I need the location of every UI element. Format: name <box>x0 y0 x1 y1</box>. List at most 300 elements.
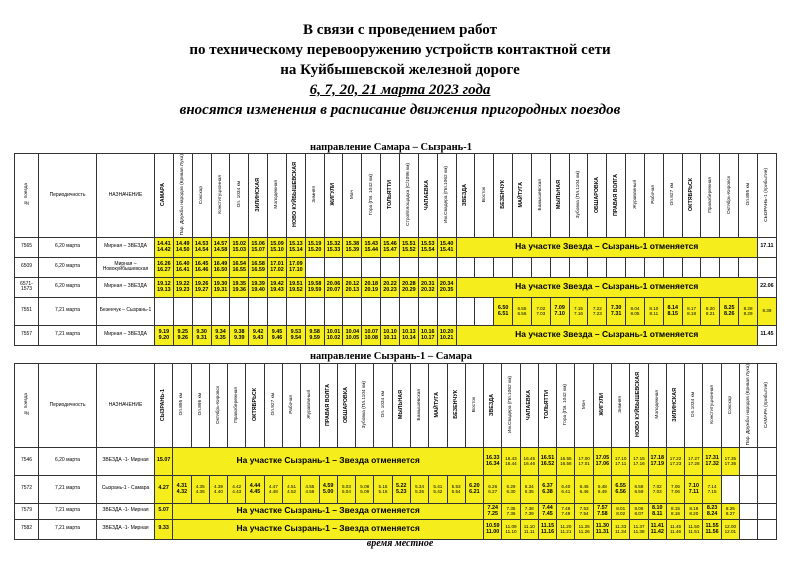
station-header <box>155 364 173 448</box>
empty-cell <box>475 297 494 325</box>
station-name: БЕЗЕНЧУК <box>452 390 459 420</box>
empty-cell <box>155 297 174 325</box>
train-periodicity: 7,21 марта <box>39 475 97 503</box>
empty-cell <box>475 257 494 277</box>
station-header <box>337 364 355 448</box>
departure-syzran: 15.07 <box>155 447 173 475</box>
train-destination: Мирная – ЗВЕЗДА <box>97 277 155 297</box>
arrival-time: 6.29 <box>506 483 516 489</box>
departure-time: 9.59 <box>309 335 320 342</box>
departure-time: 9.31 <box>196 335 207 342</box>
station-name: Оп.1034 км <box>691 392 697 418</box>
departure-time: 7.06 <box>671 489 680 495</box>
station-header <box>209 364 227 448</box>
departure-time: 15.20 <box>307 247 322 254</box>
empty-cell <box>513 257 532 277</box>
station-name: Зубовка (Пл.1104 км) <box>575 171 581 219</box>
arrival-time: 7.09 <box>554 304 565 311</box>
arrival-time: 5.22 <box>396 482 407 489</box>
arrival-time: 11.45 <box>669 523 682 529</box>
station-header <box>663 154 682 238</box>
time-cell <box>319 475 337 503</box>
empty-cell <box>607 257 626 277</box>
station-name: МЫЛЬНАЯ <box>556 180 563 210</box>
time-cell <box>155 277 174 297</box>
arrival-time: 9.58 <box>309 328 320 335</box>
station-header <box>155 154 174 238</box>
departure-time: 6.21 <box>469 489 480 496</box>
departure-time: 5.23 <box>396 489 407 496</box>
station-name: МАЙТУГА <box>434 391 441 418</box>
empty-cell <box>740 447 758 475</box>
station-name: Гора (Пл. 1042 км) <box>563 384 569 426</box>
time-cell <box>268 277 287 297</box>
arrival-time: 15.43 <box>364 240 378 247</box>
station-header <box>399 154 418 238</box>
time-cell <box>538 519 556 539</box>
empty-cell <box>701 257 720 277</box>
station-header <box>319 364 337 448</box>
arrival-time: 6.20 <box>469 482 480 489</box>
arrival-time: 8.04 <box>630 305 640 311</box>
notice-header <box>0 20 800 120</box>
train-number: 7572 <box>15 475 39 503</box>
station-header <box>538 364 556 448</box>
departure-time: 7.58 <box>597 511 608 518</box>
arrival-time: 8.39 <box>762 308 772 314</box>
arrival-time: 10.10 <box>383 328 397 335</box>
time-cell <box>155 325 174 345</box>
empty-cell <box>437 257 456 277</box>
arrival-time: 15.40 <box>439 240 454 247</box>
arrival-syzran: 17.11 <box>758 237 777 257</box>
station-header <box>173 364 191 448</box>
station-header <box>362 154 381 238</box>
station-header <box>557 364 575 448</box>
empty-cell <box>173 297 192 325</box>
time-cell <box>305 237 324 257</box>
departure-time: 8.24 <box>706 511 718 518</box>
arrival-time: 9.25 <box>177 328 189 335</box>
time-cell <box>249 237 268 257</box>
arrival-time: 9.34 <box>215 328 226 335</box>
arrival-time: 15.02 <box>232 240 247 247</box>
arrival-time: 4.39 <box>214 483 223 489</box>
departure-time: 9.20 <box>158 335 170 342</box>
train-periodicity: 6,20 марта <box>39 277 97 297</box>
header-dates: 6, 7, 20, 21 марта 2023 года <box>309 82 491 98</box>
arrival-time: 7.15 <box>574 305 583 311</box>
time-cell <box>192 277 211 297</box>
arrival-time: 5.53 <box>451 483 461 489</box>
time-cell <box>538 447 556 475</box>
train-destination: Мирная – ЗВЕЗДА <box>97 237 155 257</box>
time-cell <box>575 475 593 503</box>
time-cell <box>392 475 410 503</box>
station-header <box>437 154 456 238</box>
timetable-samara-syzran <box>14 153 777 346</box>
time-cell <box>437 325 456 345</box>
arrival-time: 16.45 <box>523 455 536 461</box>
station-name: ЗВЕЗДА <box>461 183 468 206</box>
station-name: СЫЗРАНЬ-1 (прибытие) <box>764 167 770 222</box>
arrival-time: 5.08 <box>360 483 370 489</box>
departure-time: 12.01 <box>724 529 737 535</box>
arrival-time: 16.51 <box>540 454 555 461</box>
station-header <box>374 364 392 448</box>
departure-time: 11.51 <box>688 529 700 535</box>
column-train-number <box>15 364 39 448</box>
time-cell <box>465 475 483 503</box>
arrival-time: 17.35 <box>724 455 737 461</box>
arrival-time: 17.05 <box>595 454 610 461</box>
empty-cell <box>682 257 701 277</box>
departure-time: 7.03 <box>536 311 546 317</box>
empty-cell <box>211 297 230 325</box>
cancellation-banner: На участке Звезда – Сызрань-1 отменяется <box>456 277 758 297</box>
time-cell <box>569 297 588 325</box>
arrival-time: 6.50 <box>497 304 509 311</box>
arrival-time: 6.48 <box>597 483 607 489</box>
empty-cell <box>399 297 418 325</box>
arrival-time: 20.34 <box>439 280 454 287</box>
time-cell <box>155 257 174 277</box>
station-header <box>343 154 362 238</box>
time-cell <box>381 325 400 345</box>
empty-cell <box>758 447 776 475</box>
departure-time: 6.56 <box>615 489 626 496</box>
arrival-time: 17.18 <box>650 454 664 461</box>
departure-time: 6.38 <box>542 489 553 496</box>
train-row <box>15 257 777 277</box>
arrival-time: 14.49 <box>176 240 190 247</box>
station-name: ЧАПАЕВКА <box>525 389 532 420</box>
departure-time: 8.20 <box>689 511 699 517</box>
time-cell <box>648 475 666 503</box>
empty-cell <box>437 297 456 325</box>
time-cell <box>418 237 437 257</box>
departure-time: 5.09 <box>360 489 370 495</box>
departure-time: 8.21 <box>705 311 715 317</box>
departure-time: 19.13 <box>157 287 171 294</box>
time-cell <box>557 503 575 519</box>
station-header <box>305 154 324 238</box>
departure-time: 8.27 <box>725 511 735 517</box>
station-header <box>324 154 343 238</box>
departure-time: 8.26 <box>723 311 735 318</box>
time-cell <box>630 519 648 539</box>
train-row <box>15 475 777 503</box>
column-periodicity: Периодичность <box>39 154 97 238</box>
departure-time: 20.07 <box>326 287 341 294</box>
arrival-time: 10.59 <box>485 522 500 529</box>
time-cell <box>666 447 684 475</box>
station-header <box>356 364 374 448</box>
arrival-time: 6.37 <box>542 482 553 489</box>
time-cell <box>682 297 701 325</box>
station-name: ЧАПАЕВКА <box>424 179 431 210</box>
train-number: 7551 <box>15 297 39 325</box>
departure-syzran: 4.27 <box>155 475 173 503</box>
time-cell <box>502 503 520 519</box>
time-cell <box>211 277 230 297</box>
station-header <box>475 154 494 238</box>
cancellation-banner: На участке Звезда – Сызрань-1 отменяется <box>456 325 758 345</box>
station-name: Конституционная <box>709 385 715 425</box>
time-cell <box>666 475 684 503</box>
departure-time: 8.29 <box>743 311 753 317</box>
station-name: САМАРА <box>160 183 167 207</box>
time-cell <box>666 519 684 539</box>
station-header <box>739 154 758 238</box>
station-header <box>494 154 513 238</box>
arrival-time: 7.30 <box>610 304 622 311</box>
time-cell <box>557 475 575 503</box>
empty-cell <box>362 297 381 325</box>
station-header <box>249 154 268 238</box>
time-cell <box>484 475 502 503</box>
time-cell <box>557 447 575 475</box>
departure-time: 17.06 <box>595 461 610 468</box>
empty-cell <box>531 257 550 277</box>
departure-time: 17.36 <box>724 461 737 467</box>
departure-time: 9.46 <box>271 335 283 342</box>
departure-time: 8.11 <box>652 511 663 518</box>
departure-time: 16.41 <box>176 267 190 274</box>
arrival-time: 11.20 <box>560 523 572 529</box>
station-header <box>569 154 588 238</box>
time-cell <box>249 277 268 297</box>
time-cell <box>399 277 418 297</box>
train-number: 6509 <box>15 257 39 277</box>
departure-time: 8.11 <box>649 311 659 317</box>
time-cell <box>192 325 211 345</box>
arrival-time: 5.41 <box>433 483 443 489</box>
time-cell <box>721 503 739 519</box>
arrival-time: 7.02 <box>536 305 546 311</box>
departure-time: 4.32 <box>176 489 188 496</box>
departure-time: 8.05 <box>630 311 640 317</box>
time-cell <box>593 503 611 519</box>
train-destination: ЗВЕЗДА -1- Мирная <box>97 519 155 539</box>
empty-cell <box>663 257 682 277</box>
time-cell <box>286 277 305 297</box>
arrival-time: 14.41 <box>157 240 171 247</box>
departure-time: 15.47 <box>383 247 397 254</box>
empty-cell <box>230 297 249 325</box>
time-cell <box>666 503 684 519</box>
station-header <box>484 364 502 448</box>
arrival-time: 10.13 <box>402 328 416 335</box>
departure-time: 16.59 <box>251 267 265 274</box>
arrival-time: 7.10 <box>688 482 700 489</box>
station-header <box>612 364 630 448</box>
arrival-time: 16.58 <box>251 260 265 267</box>
departure-time: 14.50 <box>176 247 190 254</box>
departure-time: 19.40 <box>251 287 265 294</box>
arrival-time: 16.26 <box>157 260 171 267</box>
time-cell <box>230 237 249 257</box>
departure-time: 10.21 <box>439 335 454 342</box>
departure-time: 6.59 <box>634 489 644 495</box>
station-header <box>456 154 475 238</box>
departure-time: 5.04 <box>341 489 351 495</box>
arrival-time: 15.53 <box>420 240 435 247</box>
empty-cell <box>740 503 758 519</box>
arrival-time: 4.31 <box>176 482 188 489</box>
arrival-time: 9.19 <box>158 328 170 335</box>
empty-cell <box>268 297 287 325</box>
departure-time: 10.14 <box>402 335 416 342</box>
arrival-time: 15.38 <box>345 240 360 247</box>
arrival-time: 8.25 <box>725 505 735 511</box>
arrival-time: 11.15 <box>540 522 555 529</box>
station-name: ОБШАРОВКА <box>593 176 600 213</box>
departure-time: 15.07 <box>251 247 265 254</box>
time-cell <box>721 519 739 539</box>
departure-time: 7.11 <box>688 489 699 496</box>
departure-time: 15.10 <box>270 247 284 254</box>
departure-time: 9.54 <box>290 335 302 342</box>
arrival-time: 6.34 <box>524 483 534 489</box>
arrival-time: 5.15 <box>378 483 388 489</box>
station-header <box>682 154 701 238</box>
time-cell <box>230 277 249 297</box>
departure-time: 10.02 <box>326 335 341 342</box>
empty-cell <box>381 257 400 277</box>
local-time-note: время местное <box>366 538 434 549</box>
time-cell <box>520 519 538 539</box>
station-name: Оп. 1034 км <box>380 391 386 418</box>
train-row <box>15 503 777 519</box>
time-cell <box>575 447 593 475</box>
arrival-time: 5.34 <box>415 483 425 489</box>
empty-cell <box>721 475 739 503</box>
station-header <box>758 364 776 448</box>
departure-time: 17.23 <box>669 461 682 467</box>
time-cell <box>575 519 593 539</box>
departure-time: 9.39 <box>234 335 245 342</box>
column-destination: НАЗНАЧЕНИЕ <box>97 154 155 238</box>
time-cell <box>268 257 287 277</box>
time-cell <box>268 237 287 257</box>
station-header <box>173 154 192 238</box>
arrival-time: 19.12 <box>157 280 171 287</box>
departure-time: 10.08 <box>364 335 378 342</box>
arrival-time: 17.31 <box>705 454 719 461</box>
arrival-time: 19.30 <box>213 280 228 287</box>
empty-cell <box>286 297 305 325</box>
arrival-time: 16.49 <box>213 260 228 267</box>
empty-cell <box>644 257 663 277</box>
departure-time: 16.46 <box>523 461 536 467</box>
time-cell <box>324 237 343 257</box>
arrival-time: 16.40 <box>176 260 190 267</box>
time-cell <box>703 475 721 503</box>
departure-time: 16.27 <box>157 267 171 274</box>
station-header <box>268 154 287 238</box>
station-name: Зимняя <box>618 396 624 414</box>
station-name: Им.Свадера (Пл.1062 км) <box>508 376 514 434</box>
header-line-1: В связи с проведением работ <box>303 22 497 38</box>
station-header <box>502 364 520 448</box>
station-name: Правобережная <box>707 176 713 213</box>
station-header <box>381 154 400 238</box>
time-cell <box>381 277 400 297</box>
arrival-time: 11.33 <box>615 523 627 529</box>
departure-time: 16.55 <box>232 267 247 274</box>
time-cell <box>437 237 456 257</box>
arrival-time: 16.43 <box>505 455 517 461</box>
empty-cell <box>418 257 437 277</box>
train-number: 7557 <box>15 325 39 345</box>
station-header <box>703 364 721 448</box>
arrival-syzran: 22.06 <box>758 277 777 297</box>
train-periodicity: 7,21 марта <box>39 325 97 345</box>
departure-time: 6.27 <box>488 489 498 495</box>
arrival-time: 7.53 <box>579 505 589 511</box>
arrival-time: 19.51 <box>289 280 303 287</box>
departure-time: 8.02 <box>616 511 626 517</box>
departure-time: 7.03 <box>652 489 662 495</box>
arrival-time: 8.10 <box>649 305 659 311</box>
station-header <box>301 364 319 448</box>
station-name: Рабочая <box>651 185 657 205</box>
table2-title: направление Сызрань-1 – Самара <box>310 351 472 362</box>
station-name: МЫЛЬНАЯ <box>397 390 404 420</box>
empty-cell <box>324 257 343 277</box>
station-name: Правобережная <box>234 386 240 423</box>
train-number: 7565 <box>15 237 39 257</box>
station-name: Рабочая <box>289 395 295 415</box>
header-row <box>15 364 777 448</box>
time-cell <box>343 277 362 297</box>
departure-time: 10.11 <box>383 335 397 342</box>
arrival-time: 6.40 <box>561 483 571 489</box>
departure-time: 5.00 <box>322 489 334 496</box>
time-cell <box>648 447 666 475</box>
arrival-time: 8.19 <box>689 505 699 511</box>
arrival-time: 15.06 <box>251 240 265 247</box>
arrival-time: 19.39 <box>251 280 265 287</box>
station-name: Журавлиный <box>307 390 313 420</box>
time-cell <box>575 503 593 519</box>
time-cell <box>209 475 227 503</box>
empty-cell <box>343 257 362 277</box>
time-cell <box>593 447 611 475</box>
time-cell <box>685 503 703 519</box>
departure-time: 15.52 <box>402 247 416 254</box>
header-line-2: по техническому перевооружению устройств контактной сети <box>189 42 611 58</box>
arrival-time: 11.25 <box>578 523 590 529</box>
station-header <box>550 154 569 238</box>
station-header <box>228 364 246 448</box>
departure-time: 4.52 <box>287 489 297 495</box>
departure-time: 11.42 <box>650 529 664 536</box>
cancellation-banner: На участке Сызрань-1 – Звезда отменяется <box>173 519 484 539</box>
empty-cell <box>456 257 475 277</box>
empty-cell <box>720 257 739 277</box>
cancellation-banner: На участке Звезда – Сызрань-1 отменяется <box>456 237 758 257</box>
departure-time: 16.34 <box>485 461 500 468</box>
departure-time: 5.16 <box>378 489 388 495</box>
station-header <box>740 364 758 448</box>
arrival-time: 6.26 <box>488 483 498 489</box>
station-name: Оп.896 км <box>197 393 203 416</box>
arrival-time: 9.42 <box>252 328 264 335</box>
train-number: 6571-1573 <box>15 277 39 297</box>
time-cell <box>630 447 648 475</box>
